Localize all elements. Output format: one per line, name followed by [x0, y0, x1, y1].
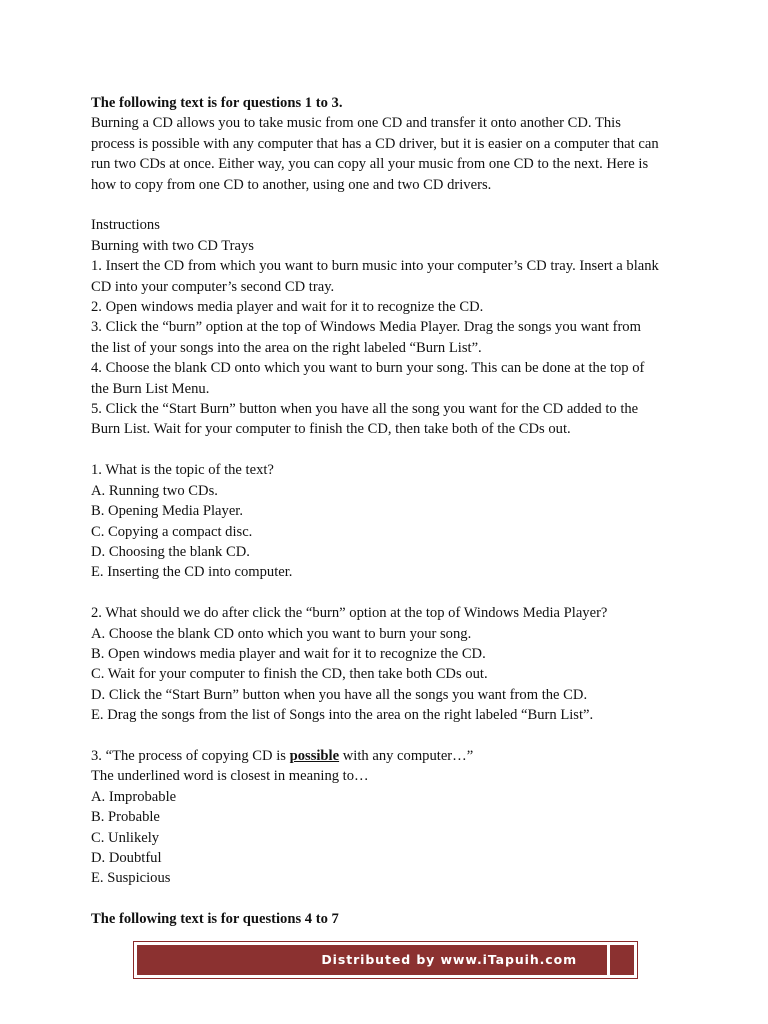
- paragraph-line: Burning a CD allows you to take music from one CD and transfer it onto another CD. This: [91, 115, 621, 132]
- footer-bar: [137, 945, 607, 975]
- answer-option: D. Choosing the blank CD.: [91, 543, 250, 560]
- footer-side-block: [610, 945, 634, 975]
- answer-option: E. Suspicious: [91, 870, 171, 887]
- section-heading: The following text is for questions 4 to 7: [91, 911, 339, 928]
- answer-option: A. Choose the blank CD onto which you want to burn your song.: [91, 625, 472, 642]
- question-quote: [91, 746, 691, 766]
- answer-option: E. Inserting the CD into computer.: [91, 564, 293, 581]
- instruction-step: the Burn List Menu.: [91, 380, 210, 397]
- instruction-step: 1. Insert the CD from which you want to burn music into your computer’s CD tray. Insert a blank: [91, 258, 659, 275]
- answer-option: D. Click the “Start Burn” button when you have all the songs you want from the CD.: [91, 686, 588, 703]
- question-prompt: 2. What should we do after click the “burn” option at the top of Windows Media Player?: [91, 605, 608, 622]
- section-heading: The following text is for questions 1 to 3.: [91, 95, 343, 111]
- instruction-step: 5. Click the “Start Burn” button when you have all the song you want for the CD added to the: [91, 401, 639, 418]
- question-prompt: The underlined word is closest in meaning to…: [91, 768, 369, 785]
- document-page: [91, 93, 691, 930]
- answer-option: E. Drag the songs from the list of Songs into the area on the right labeled “Burn List”.: [91, 707, 594, 724]
- answer-option: A. Improbable: [91, 788, 177, 805]
- answer-option: C. Copying a compact disc.: [91, 523, 253, 540]
- instruction-step: Burn List. Wait for your computer to finish the CD, then take both of the CDs out.: [91, 421, 571, 438]
- answer-option: B. Probable: [91, 809, 160, 826]
- paragraph-line: run two CDs at once. Either way, you can copy all your music from one CD to the next. Here is: [91, 156, 649, 173]
- footer-link-text[interactable]: Distributed by www.iTapuih.com: [321, 952, 577, 967]
- spacer: [91, 889, 691, 909]
- answer-option: D. Doubtful: [91, 849, 162, 866]
- instructions-subtitle: Burning with two CD Trays: [91, 237, 254, 254]
- footer-banner: [133, 941, 638, 979]
- answer-option: C. Wait for your computer to finish the CD, then take both CDs out.: [91, 666, 488, 683]
- instructions-title: Instructions: [91, 217, 160, 234]
- instruction-step: 2. Open windows media player and wait for it to recognize the CD.: [91, 299, 484, 316]
- instruction-step: 3. Click the “burn” option at the top of Windows Media Player. Drag the songs you want from: [91, 319, 641, 336]
- spacer: [91, 583, 691, 603]
- answer-option: A. Running two CDs.: [91, 482, 218, 499]
- quote-after: with any computer…”: [339, 747, 474, 764]
- answer-option: C. Unlikely: [91, 829, 160, 846]
- paragraph-line: how to copy from one CD to another, using one and two CD drivers.: [91, 176, 492, 193]
- question-prompt: 1. What is the topic of the text?: [91, 462, 274, 479]
- spacer: [91, 726, 691, 746]
- underlined-word: possible: [289, 747, 340, 764]
- answer-option: B. Opening Media Player.: [91, 503, 243, 520]
- answer-option: B. Open windows media player and wait for it to recognize the CD.: [91, 645, 486, 662]
- instruction-step: CD into your computer’s second CD tray.: [91, 278, 335, 295]
- instruction-step: 4. Choose the blank CD onto which you want to burn your song. This can be done at the top of: [91, 360, 645, 377]
- spacer: [91, 195, 691, 215]
- paragraph-line: process is possible with any computer that has a CD driver, but it is easier on a computer that can: [91, 135, 659, 152]
- instruction-step: the list of your songs into the area on the right labeled “Burn List”.: [91, 339, 482, 356]
- spacer: [91, 440, 691, 460]
- quote-before: 3. “The process of copying CD is: [91, 747, 290, 764]
